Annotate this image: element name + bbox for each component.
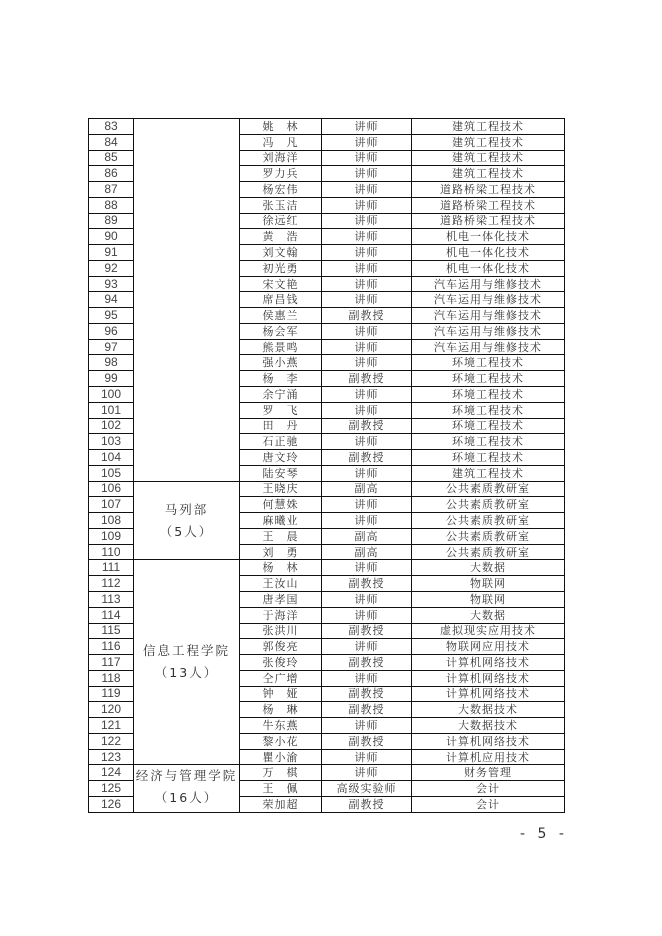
staff-name: 田 丹 — [240, 418, 322, 434]
staff-major: 公共素质教研室 — [412, 497, 565, 513]
staff-name: 瞿小渝 — [240, 749, 322, 765]
staff-name: 席昌钱 — [240, 292, 322, 308]
staff-name: 张俊玲 — [240, 655, 322, 671]
staff-major: 大数据技术 — [412, 718, 565, 734]
staff-title: 讲师 — [322, 197, 412, 213]
staff-major: 机电一体化技术 — [412, 245, 565, 261]
staff-title: 讲师 — [322, 749, 412, 765]
row-number: 117 — [89, 655, 134, 671]
staff-name: 黎小花 — [240, 733, 322, 749]
staff-major: 财务管理 — [412, 765, 565, 781]
staff-major: 环境工程技术 — [412, 355, 565, 371]
row-number: 122 — [89, 733, 134, 749]
row-number: 98 — [89, 355, 134, 371]
staff-title: 讲师 — [322, 276, 412, 292]
staff-major: 汽车运用与维修技术 — [412, 276, 565, 292]
staff-major: 汽车运用与维修技术 — [412, 308, 565, 324]
staff-name: 罗 飞 — [240, 402, 322, 418]
staff-title: 高级实验师 — [322, 781, 412, 797]
staff-name: 万 棋 — [240, 765, 322, 781]
row-number: 124 — [89, 765, 134, 781]
staff-title: 副教授 — [322, 308, 412, 324]
staff-major: 汽车运用与维修技术 — [412, 323, 565, 339]
staff-major: 公共素质教研室 — [412, 544, 565, 560]
staff-title: 讲师 — [322, 513, 412, 529]
staff-major: 环境工程技术 — [412, 387, 565, 403]
staff-major: 大数据技术 — [412, 702, 565, 718]
row-number: 125 — [89, 781, 134, 797]
row-number: 116 — [89, 639, 134, 655]
staff-title: 讲师 — [322, 119, 412, 135]
staff-name: 姚 林 — [240, 119, 322, 135]
staff-title: 讲师 — [322, 213, 412, 229]
staff-title: 讲师 — [322, 229, 412, 245]
staff-title: 副教授 — [322, 418, 412, 434]
staff-name: 王汝山 — [240, 576, 322, 592]
table-row — [89, 765, 565, 781]
department-name: 马列部 — [164, 501, 209, 517]
staff-title: 讲师 — [322, 639, 412, 655]
row-number: 119 — [89, 686, 134, 702]
staff-title: 讲师 — [322, 245, 412, 261]
staff-title: 讲师 — [322, 150, 412, 166]
department-cell — [134, 560, 240, 765]
row-number: 121 — [89, 718, 134, 734]
staff-title: 讲师 — [322, 323, 412, 339]
staff-major: 大数据 — [412, 607, 565, 623]
row-number: 109 — [89, 528, 134, 544]
row-number: 107 — [89, 497, 134, 513]
department-count: （16人） — [154, 790, 219, 806]
row-number: 110 — [89, 544, 134, 560]
staff-name: 初光勇 — [240, 260, 322, 276]
row-number: 83 — [89, 119, 134, 135]
row-number: 105 — [89, 465, 134, 481]
staff-name: 唐文玲 — [240, 450, 322, 466]
staff-title: 讲师 — [322, 434, 412, 450]
staff-major: 建筑工程技术 — [412, 134, 565, 150]
staff-name: 侯惠兰 — [240, 308, 322, 324]
staff-major: 物联网 — [412, 576, 565, 592]
staff-major: 公共素质教研室 — [412, 513, 565, 529]
staff-major: 计算机网络技术 — [412, 670, 565, 686]
staff-major: 会计 — [412, 796, 565, 812]
row-number: 91 — [89, 245, 134, 261]
staff-title: 副教授 — [322, 702, 412, 718]
staff-major: 建筑工程技术 — [412, 150, 565, 166]
staff-name: 杨 林 — [240, 560, 322, 576]
staff-major: 汽车运用与维修技术 — [412, 292, 565, 308]
staff-title: 讲师 — [322, 355, 412, 371]
row-number: 94 — [89, 292, 134, 308]
row-number: 114 — [89, 607, 134, 623]
row-number: 88 — [89, 197, 134, 213]
staff-title: 副教授 — [322, 686, 412, 702]
staff-title: 讲师 — [322, 465, 412, 481]
row-number: 90 — [89, 229, 134, 245]
row-number: 97 — [89, 339, 134, 355]
staff-major: 环境工程技术 — [412, 371, 565, 387]
staff-major: 会计 — [412, 781, 565, 797]
staff-name: 钟 娅 — [240, 686, 322, 702]
staff-name: 杨会军 — [240, 323, 322, 339]
staff-major: 建筑工程技术 — [412, 119, 565, 135]
staff-title: 讲师 — [322, 387, 412, 403]
row-number: 85 — [89, 150, 134, 166]
staff-title: 讲师 — [322, 166, 412, 182]
staff-name: 牛东燕 — [240, 718, 322, 734]
row-number: 120 — [89, 702, 134, 718]
staff-name: 罗力兵 — [240, 166, 322, 182]
row-number: 123 — [89, 749, 134, 765]
department-cell — [134, 119, 240, 482]
staff-name: 仝广增 — [240, 670, 322, 686]
department-count: （13人） — [154, 665, 219, 681]
staff-name: 刘 勇 — [240, 544, 322, 560]
staff-name: 强小燕 — [240, 355, 322, 371]
table-row — [89, 119, 565, 135]
staff-title: 副教授 — [322, 796, 412, 812]
staff-name: 黄 浩 — [240, 229, 322, 245]
staff-name: 于海洋 — [240, 607, 322, 623]
staff-name: 石正驰 — [240, 434, 322, 450]
staff-title: 副教授 — [322, 576, 412, 592]
staff-name: 陆安琴 — [240, 465, 322, 481]
department-cell — [134, 765, 240, 812]
staff-title: 讲师 — [322, 591, 412, 607]
row-number: 89 — [89, 213, 134, 229]
staff-name: 刘文翰 — [240, 245, 322, 261]
staff-major: 道路桥梁工程技术 — [412, 213, 565, 229]
row-number: 100 — [89, 387, 134, 403]
staff-name: 刘海洋 — [240, 150, 322, 166]
staff-major: 计算机网络技术 — [412, 655, 565, 671]
department-cell — [134, 481, 240, 560]
staff-name: 张玉洁 — [240, 197, 322, 213]
row-number: 101 — [89, 402, 134, 418]
row-number: 118 — [89, 670, 134, 686]
row-number: 92 — [89, 260, 134, 276]
staff-major: 机电一体化技术 — [412, 260, 565, 276]
staff-title: 讲师 — [322, 339, 412, 355]
staff-title: 讲师 — [322, 260, 412, 276]
staff-name: 徐远红 — [240, 213, 322, 229]
staff-title: 讲师 — [322, 497, 412, 513]
row-number: 96 — [89, 323, 134, 339]
row-number: 112 — [89, 576, 134, 592]
row-number: 93 — [89, 276, 134, 292]
staff-major: 道路桥梁工程技术 — [412, 182, 565, 198]
staff-title: 副高 — [322, 528, 412, 544]
staff-name: 余宁涌 — [240, 387, 322, 403]
staff-major: 虚拟现实应用技术 — [412, 623, 565, 639]
staff-major: 计算机网络技术 — [412, 733, 565, 749]
row-number: 99 — [89, 371, 134, 387]
staff-title: 副高 — [322, 544, 412, 560]
staff-major: 大数据 — [412, 560, 565, 576]
staff-table — [88, 118, 565, 813]
staff-major: 建筑工程技术 — [412, 465, 565, 481]
table-row — [89, 560, 565, 576]
row-number: 87 — [89, 182, 134, 198]
row-number: 111 — [89, 560, 134, 576]
department-count: （5人） — [159, 523, 214, 539]
staff-name: 荣加超 — [240, 796, 322, 812]
staff-name: 麻曦业 — [240, 513, 322, 529]
row-number: 115 — [89, 623, 134, 639]
staff-major: 环境工程技术 — [412, 402, 565, 418]
staff-title: 讲师 — [322, 718, 412, 734]
staff-major: 物联网应用技术 — [412, 639, 565, 655]
staff-name: 郭俊亮 — [240, 639, 322, 655]
staff-name: 杨 琳 — [240, 702, 322, 718]
staff-major: 环境工程技术 — [412, 450, 565, 466]
row-number: 106 — [89, 481, 134, 497]
staff-name: 王 晨 — [240, 528, 322, 544]
staff-major: 环境工程技术 — [412, 418, 565, 434]
staff-major: 道路桥梁工程技术 — [412, 197, 565, 213]
staff-name: 唐孝国 — [240, 591, 322, 607]
staff-major: 物联网 — [412, 591, 565, 607]
row-number: 103 — [89, 434, 134, 450]
row-number: 84 — [89, 134, 134, 150]
staff-title: 讲师 — [322, 607, 412, 623]
staff-title: 讲师 — [322, 292, 412, 308]
department-name: 经济与管理学院 — [135, 768, 238, 784]
staff-major: 计算机网络技术 — [412, 686, 565, 702]
row-number: 126 — [89, 796, 134, 812]
staff-name: 张洪川 — [240, 623, 322, 639]
staff-major: 公共素质教研室 — [412, 528, 565, 544]
staff-title: 讲师 — [322, 560, 412, 576]
staff-name: 王晓庆 — [240, 481, 322, 497]
staff-major: 建筑工程技术 — [412, 166, 565, 182]
staff-title: 讲师 — [322, 670, 412, 686]
staff-title: 讲师 — [322, 765, 412, 781]
row-number: 113 — [89, 591, 134, 607]
staff-title: 副教授 — [322, 733, 412, 749]
staff-title: 讲师 — [322, 182, 412, 198]
staff-major: 公共素质教研室 — [412, 481, 565, 497]
staff-title: 副教授 — [322, 450, 412, 466]
staff-major: 计算机应用技术 — [412, 749, 565, 765]
row-number: 108 — [89, 513, 134, 529]
staff-major: 环境工程技术 — [412, 434, 565, 450]
staff-name: 杨宏伟 — [240, 182, 322, 198]
row-number: 104 — [89, 450, 134, 466]
staff-title: 副教授 — [322, 371, 412, 387]
staff-name: 王 佩 — [240, 781, 322, 797]
staff-name: 宋文艳 — [240, 276, 322, 292]
staff-title: 讲师 — [322, 402, 412, 418]
row-number: 95 — [89, 308, 134, 324]
page-number: - 5 - — [520, 826, 568, 842]
staff-major: 汽车运用与维修技术 — [412, 339, 565, 355]
row-number: 86 — [89, 166, 134, 182]
staff-name: 何慧姝 — [240, 497, 322, 513]
staff-title: 副教授 — [322, 655, 412, 671]
staff-title: 讲师 — [322, 134, 412, 150]
staff-title: 副教授 — [322, 623, 412, 639]
staff-name: 熊景鸣 — [240, 339, 322, 355]
staff-major: 机电一体化技术 — [412, 229, 565, 245]
staff-name: 杨 李 — [240, 371, 322, 387]
staff-name: 冯 凡 — [240, 134, 322, 150]
staff-title: 副高 — [322, 481, 412, 497]
department-name: 信息工程学院 — [142, 643, 230, 659]
table-row — [89, 481, 565, 497]
row-number: 102 — [89, 418, 134, 434]
